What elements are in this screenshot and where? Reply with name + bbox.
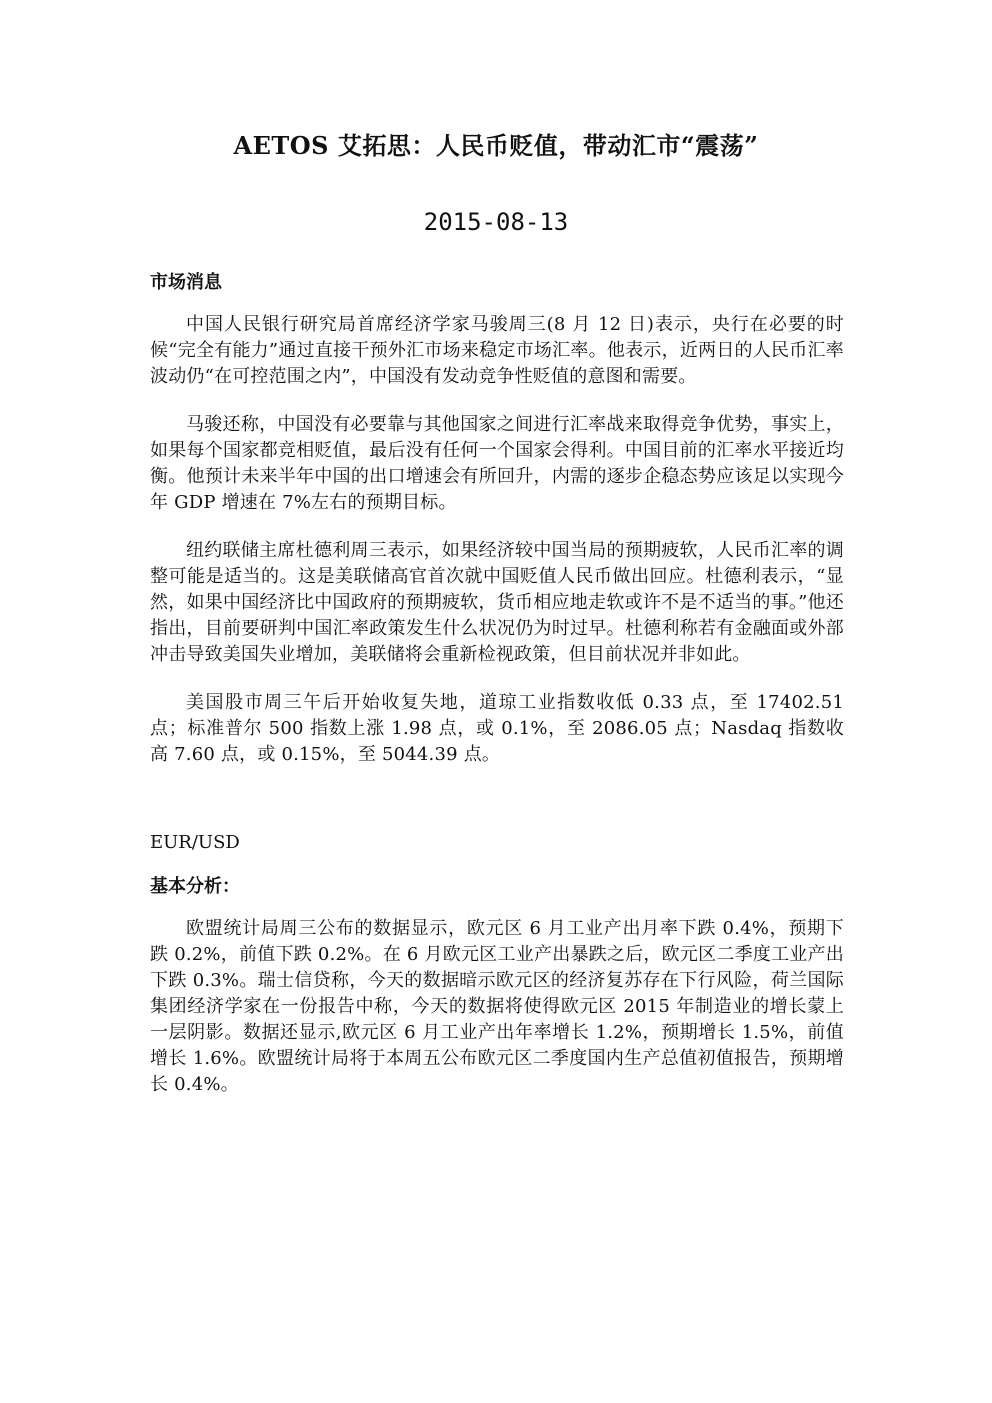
document-body — [150, 268, 844, 1098]
section-heading-fundamental-analysis: 基本分析： — [150, 876, 240, 897]
document-date: 2015-08-13 — [423, 208, 569, 236]
section-heading-market-news: 市场消息 — [150, 272, 222, 293]
currency-pair-label: EUR/USD — [150, 832, 240, 853]
paragraph: 美国股市周三午后开始收复失地，道琼工业指数收低 0.33 点，至 17402.51 点；标准普尔 500 指数上涨 1.98 点，或 0.1%，至 2086.05 点；Nasdaq 指数收高 7.60 点，或 0.15%，至 5044.39 点。 — [150, 692, 844, 765]
document-title: AETOS 艾拓思：人民币贬值，带动汇市“震荡” — [233, 131, 759, 160]
paragraph: 马骏还称，中国没有必要靠与其他国家之间进行汇率战来取得竞争优势，事实上，如果每个国家都竞相贬值，最后没有任何一个国家会得利。中国目前的汇率水平接近均衡。他预计未来半年中国的出口增速会有所回升，内需的逐步企稳态势应该足以实现今年 GDP 增速在 7%左右的预期目标。 — [150, 414, 844, 513]
paragraph: 欧盟统计局周三公布的数据显示，欧元区 6 月工业产出月率下跌 0.4%，预期下跌 0.2%，前值下跌 0.2%。在 6 月欧元区工业产出暴跌之后，欧元区二季度工业产出下跌 0.3%。瑞士信贷称，今天的数据暗示欧元区的经济复苏存在下行风险，荷兰国际集团经济学家在一份报告中称，今天的数据将使得欧元区 2015 年制造业的增长蒙上一层阴影。数据还显示,欧元区 6 月工业产出年率增长 1.2%，预期增长 1.5%，前值增长 1.6%。欧盟统计局将于本周五公布欧元区二季度国内生产总值初值报告，预期增长 0.4%。 — [150, 918, 844, 1095]
paragraph: 中国人民银行研究局首席经济学家马骏周三(8 月 12 日)表示，央行在必要的时候“完全有能力”通过直接干预外汇市场来稳定市场汇率。他表示，近两日的人民币汇率波动仍“在可控范围之内”，中国没有发动竞争性贬值的意图和需要。 — [150, 314, 844, 387]
paragraph: 纽约联储主席杜德利周三表示，如果经济较中国当局的预期疲软，人民币汇率的调整可能是适当的。这是美联储高官首次就中国贬值人民币做出回应。杜德利表示，“显然，如果中国经济比中国政府的预期疲软，货币相应地走软或许不是不适当的事。”他还指出，目前要研判中国汇率政策发生什么状况仍为时过早。杜德利称若有金融面或外部冲击导致美国失业增加，美联储将会重新检视政策，但目前状况并非如此。 — [150, 540, 844, 665]
